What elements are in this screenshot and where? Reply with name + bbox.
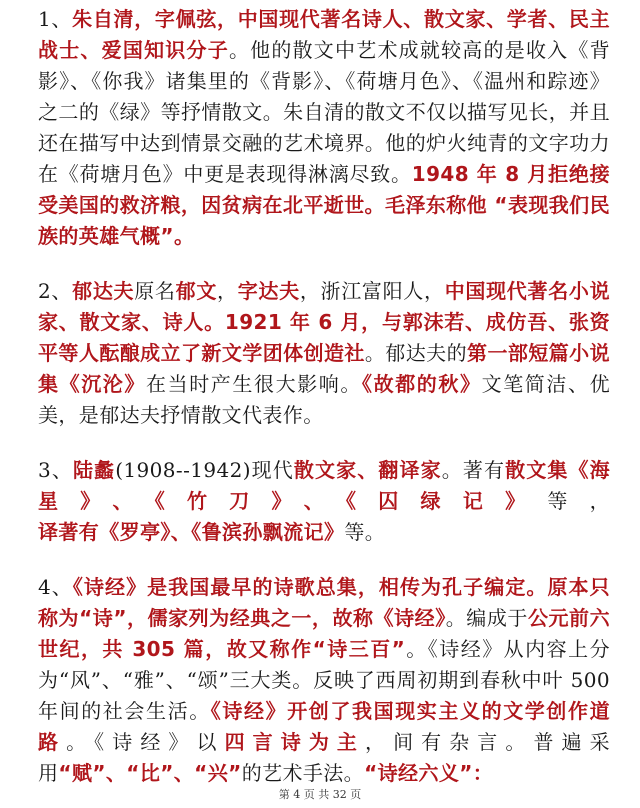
highlighted-text: 1948 年 8 月拒绝接受美国的救济粮，因贫病在北平逝世。毛泽东称他 “表现我们民族的英雄气概”。 xyxy=(38,162,611,248)
body-text: 。编成于 xyxy=(445,606,528,630)
page-footer: 第 4 页 共 32 页 xyxy=(278,788,362,801)
highlighted-text: 陆蠡 xyxy=(72,458,116,482)
body-text: 在当时产生很大影响。 xyxy=(146,372,362,396)
paragraph-lu-li xyxy=(38,455,610,548)
body-text: 等。 xyxy=(344,520,386,544)
highlighted-text: 《诗经》是我国最早的诗歌总集，相传为孔子编定。原本只称为“诗”，儒家列为经典之一，故称《诗经》 xyxy=(38,575,610,630)
body-text: 。郁达夫的 xyxy=(364,341,468,365)
highlighted-text: “赋”、“比”、“兴” xyxy=(58,761,242,785)
body-text: 。著有 xyxy=(441,458,506,482)
body-text: 等， xyxy=(547,489,610,513)
document-page xyxy=(38,4,610,789)
highlighted-text: 郁文 xyxy=(175,279,218,303)
highlighted-text: 字达夫 xyxy=(237,279,300,303)
highlighted-text: 散文集《海星》、《竹刀》、《囚绿记》 xyxy=(38,458,610,513)
body-text: 的艺术手法。 xyxy=(241,761,365,785)
body-text: ，浙江富阳人， xyxy=(299,279,445,303)
highlighted-text: 《诗经》开创了我国现实主义的文学创作道路 xyxy=(38,699,610,754)
highlighted-text: “诗经六义”： xyxy=(364,761,494,785)
body-text: (1908--1942)现代 xyxy=(115,458,294,482)
body-text: 原名 xyxy=(134,279,176,303)
paragraph-yu-dafu xyxy=(38,276,610,431)
highlighted-text: 《故都的秋》 xyxy=(362,372,482,396)
paragraph-shijing xyxy=(38,572,610,789)
highlighted-text: 郁达夫 xyxy=(72,279,135,303)
body-text: 4、 xyxy=(38,575,73,599)
body-text: ， xyxy=(217,279,238,303)
body-text: 文笔简洁、优美，是郁达夫抒情散文代表作。 xyxy=(38,372,611,427)
body-text: 。《诗经》以 xyxy=(66,730,225,754)
body-text: 3、 xyxy=(38,458,73,482)
highlighted-text: 四言诗为主 xyxy=(224,730,365,754)
highlighted-text: 第一部短篇小说集《沉沦》 xyxy=(38,341,611,396)
body-text: 1、 xyxy=(38,7,73,31)
highlighted-text: 公元前六世纪，共 305 篇，故又称作“诗三百” xyxy=(38,606,610,661)
highlighted-text: 散文家、翻译家 xyxy=(293,458,442,482)
highlighted-text: 中国现代著名小说家、散文家、诗人。1921 年 6 月，与郭沫若、成仿吾、张资平等人酝酿成立了新文学团体创造社 xyxy=(38,279,610,365)
body-text: ，间有杂言。普遍采用 xyxy=(38,730,611,785)
body-text: 。《诗经》从内容上分为“风”、“雅”、“颂”三大类。反映了西周初期到春秋中叶 500 年间的社会生活。 xyxy=(38,637,610,723)
body-text: 。他的散文中艺术成就较高的是收入《背影》、《你我》诸集里的《背影》、《荷塘月色》、《温州和踪迹》之二的《绿》等抒情散文。朱自清的散文不仅以描写见长，并且还在描写中达到情景交融的艺术境界。他的炉火纯青的文字功力在《荷塘月色》中更是表现得淋漓尽致。 xyxy=(38,38,610,186)
highlighted-text: 朱自清，字佩弦，中国现代著名诗人、散文家、学者、民主战士、爱国知识分子 xyxy=(38,7,610,62)
highlighted-text: 译著有《罗亭》、《鲁滨孙飘流记》 xyxy=(38,520,345,544)
body-text: 2、 xyxy=(38,279,73,303)
paragraph-zhu-ziqing xyxy=(38,4,610,252)
